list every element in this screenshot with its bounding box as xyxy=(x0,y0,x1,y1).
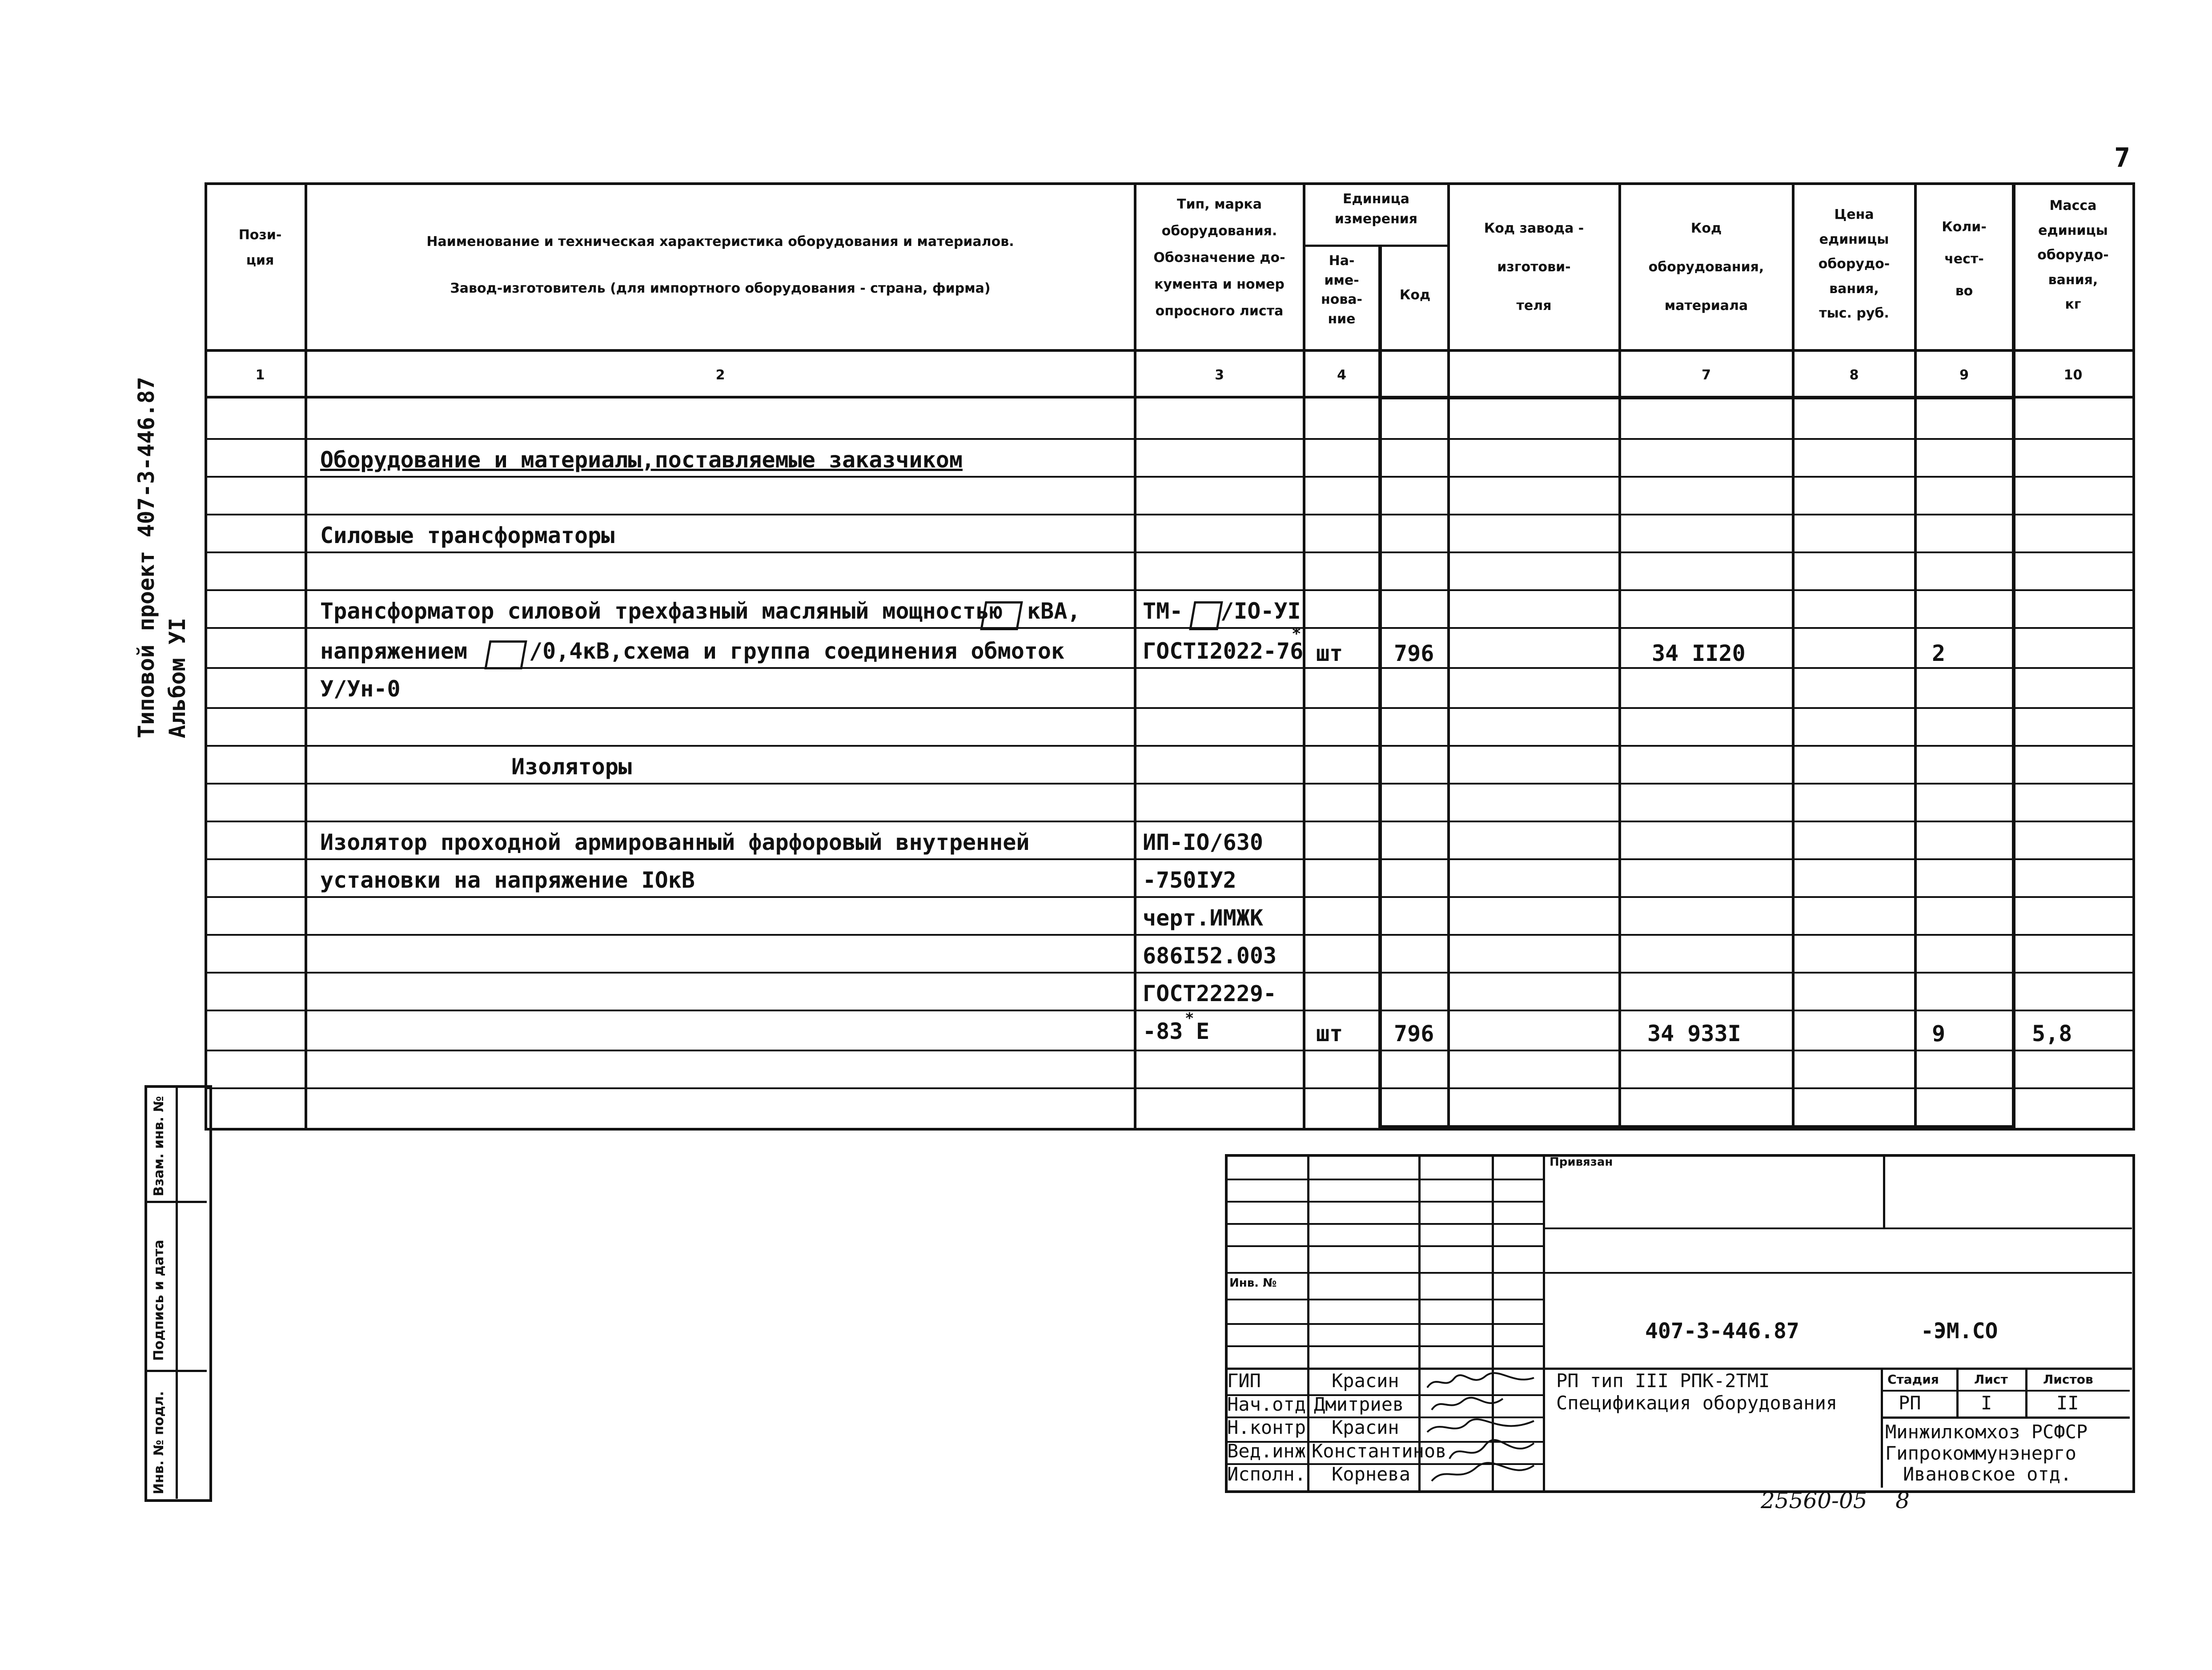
subsection-insulators: Изоляторы xyxy=(511,754,632,780)
role-nkontr: Н.контр xyxy=(1227,1416,1306,1438)
item2-type5: ГОСТ22229- xyxy=(1143,981,1277,1006)
role-ispoln: Исполн. xyxy=(1227,1463,1306,1485)
item1-eqcode: 34 II20 xyxy=(1652,640,1746,666)
role-gip: ГИП xyxy=(1227,1370,1261,1392)
header-unit-name: На- име- нова- ние xyxy=(1321,253,1363,327)
header-price: Цена единицы оборудо- вания, тыс. руб. xyxy=(1818,207,1890,321)
name-5: Корнева xyxy=(1332,1463,1411,1485)
item2-type2: -750IУ2 xyxy=(1143,867,1236,893)
title-line1: РП тип III РПК-2ТМI xyxy=(1556,1370,1770,1392)
item1-unit: шт xyxy=(1316,640,1343,666)
org-line3: Ивановское отд. xyxy=(1903,1463,2072,1485)
item2-eqcode: 34 933I xyxy=(1647,1021,1741,1046)
colnum-10: 10 xyxy=(2063,367,2083,383)
org-line2: Гипрокоммунэнерго xyxy=(1885,1442,2076,1464)
subsection-transformers: Силовые трансформаторы xyxy=(320,523,615,548)
doc-suffix: -ЭМ.СО xyxy=(1921,1319,1998,1344)
stage-label: Стадия xyxy=(1887,1372,1939,1387)
item2-type3: черт.ИМЖК xyxy=(1143,905,1263,931)
item2-type6-sup: * xyxy=(1185,1010,1194,1027)
handwritten-footer: 25560-05 8 xyxy=(1761,1488,1910,1513)
item2-type6-suffix: Е xyxy=(1196,1018,1210,1044)
section-title: Оборудование и материалы,поставляемые заказчиком xyxy=(320,447,963,473)
item1-kva: кВА, xyxy=(1027,598,1081,624)
header-mass: Масса единицы оборудо- вания, кг xyxy=(2037,198,2109,312)
signatures xyxy=(1423,1370,1543,1488)
colnum-7: 7 xyxy=(1702,367,1711,383)
doc-code: 407-3-446.87 xyxy=(1645,1319,1799,1344)
inv-no-label: Инв. № xyxy=(1229,1276,1277,1290)
privyazan-label: Привязан xyxy=(1550,1155,1613,1169)
header-position: Пози- ция xyxy=(238,227,282,268)
side-title-line2: Альбом УI xyxy=(165,618,190,738)
colnum-9: 9 xyxy=(1959,367,1969,383)
stamp-inv: Инв. № подл. xyxy=(151,1391,167,1494)
item2-line1: Изолятор проходной армированный фарфоровый внутренней xyxy=(320,829,1030,855)
role-ved: Вед.инж xyxy=(1227,1440,1306,1462)
colnum-3: 3 xyxy=(1215,367,1224,383)
item1-qty: 2 xyxy=(1932,640,1946,666)
item2-type4: 686I52.003 xyxy=(1143,943,1277,969)
blank-box-voltage xyxy=(484,640,527,669)
role-nach: Нач.отд xyxy=(1227,1393,1306,1415)
item2-mass: 5,8 xyxy=(2032,1021,2072,1046)
item2-type6: -83 xyxy=(1143,1018,1183,1044)
item1-type1b: /IO-УI xyxy=(1220,598,1301,624)
colnum-4: 4 xyxy=(1337,367,1346,383)
sheets-label: Листов xyxy=(2043,1372,2093,1387)
item1-code: 796 xyxy=(1394,640,1434,666)
blank-box-type xyxy=(1189,601,1223,630)
sheets-value: II xyxy=(2056,1392,2079,1414)
item2-qty: 9 xyxy=(1932,1021,1946,1046)
header-name-line2: Завод-изготовитель (для импортного оборудования - страна, фирма) xyxy=(450,281,991,296)
item2-type1: ИП-IO/630 xyxy=(1143,829,1263,855)
title-line2: Спецификация оборудования xyxy=(1556,1392,1838,1414)
name-3: Красин xyxy=(1332,1416,1399,1438)
colnum-8: 8 xyxy=(1849,367,1859,383)
header-unit-code: Код xyxy=(1399,287,1431,303)
header-quantity: Коли- чест- во xyxy=(1942,219,1987,299)
sheet-value: I xyxy=(1981,1392,1992,1414)
item1-line1: Трансформатор силовой трехфазный масляный мощностью xyxy=(320,598,1003,624)
colnum-2: 2 xyxy=(715,367,725,383)
item1-type1: ТМ- xyxy=(1143,598,1183,624)
page-number: 7 xyxy=(2114,142,2131,173)
item1-line2a: напряжением xyxy=(320,638,468,664)
side-title-line1: Типовой проект 407-3-446.87 xyxy=(133,377,159,738)
org-line1: Минжилкомхоз РСФСР xyxy=(1885,1421,2088,1443)
item2-line2: установки на напряжение IOкВ xyxy=(320,867,695,893)
item1-type2: ГОСТI2022-76 xyxy=(1143,638,1304,664)
item1-line3: У/Ун-0 xyxy=(320,676,401,702)
header-unit: Единица измерения xyxy=(1334,191,1418,227)
name-1: Красин xyxy=(1332,1370,1399,1392)
stamp-vzam: Взам. инв. № xyxy=(151,1096,167,1196)
item2-unit: шт xyxy=(1316,1021,1343,1046)
header-factory-code: Код завода - изготови- теля xyxy=(1484,221,1584,314)
stage-value: РП xyxy=(1899,1392,1921,1414)
item2-code: 796 xyxy=(1394,1021,1434,1046)
item1-star: * xyxy=(1292,625,1301,643)
header-equipment-code: Код оборудования, материала xyxy=(1648,221,1764,314)
name-4: Константинов xyxy=(1312,1440,1447,1462)
colnum-1: 1 xyxy=(255,367,265,383)
name-2: Дмитриев xyxy=(1314,1393,1404,1415)
item1-line2b: /0,4кВ,схема и группа соединения обмоток xyxy=(529,638,1065,664)
sheet-label: Лист xyxy=(1974,1372,2008,1387)
stamp-podpis: Подпись и дата xyxy=(151,1239,167,1361)
header-type: Тип, марка оборудования. Обозначение до- кумента и номер опросного листа xyxy=(1153,197,1285,319)
header-name-line1: Наименование и техническая характеристика оборудования и материалов. xyxy=(426,234,1014,249)
blank-box-power xyxy=(980,601,1023,630)
